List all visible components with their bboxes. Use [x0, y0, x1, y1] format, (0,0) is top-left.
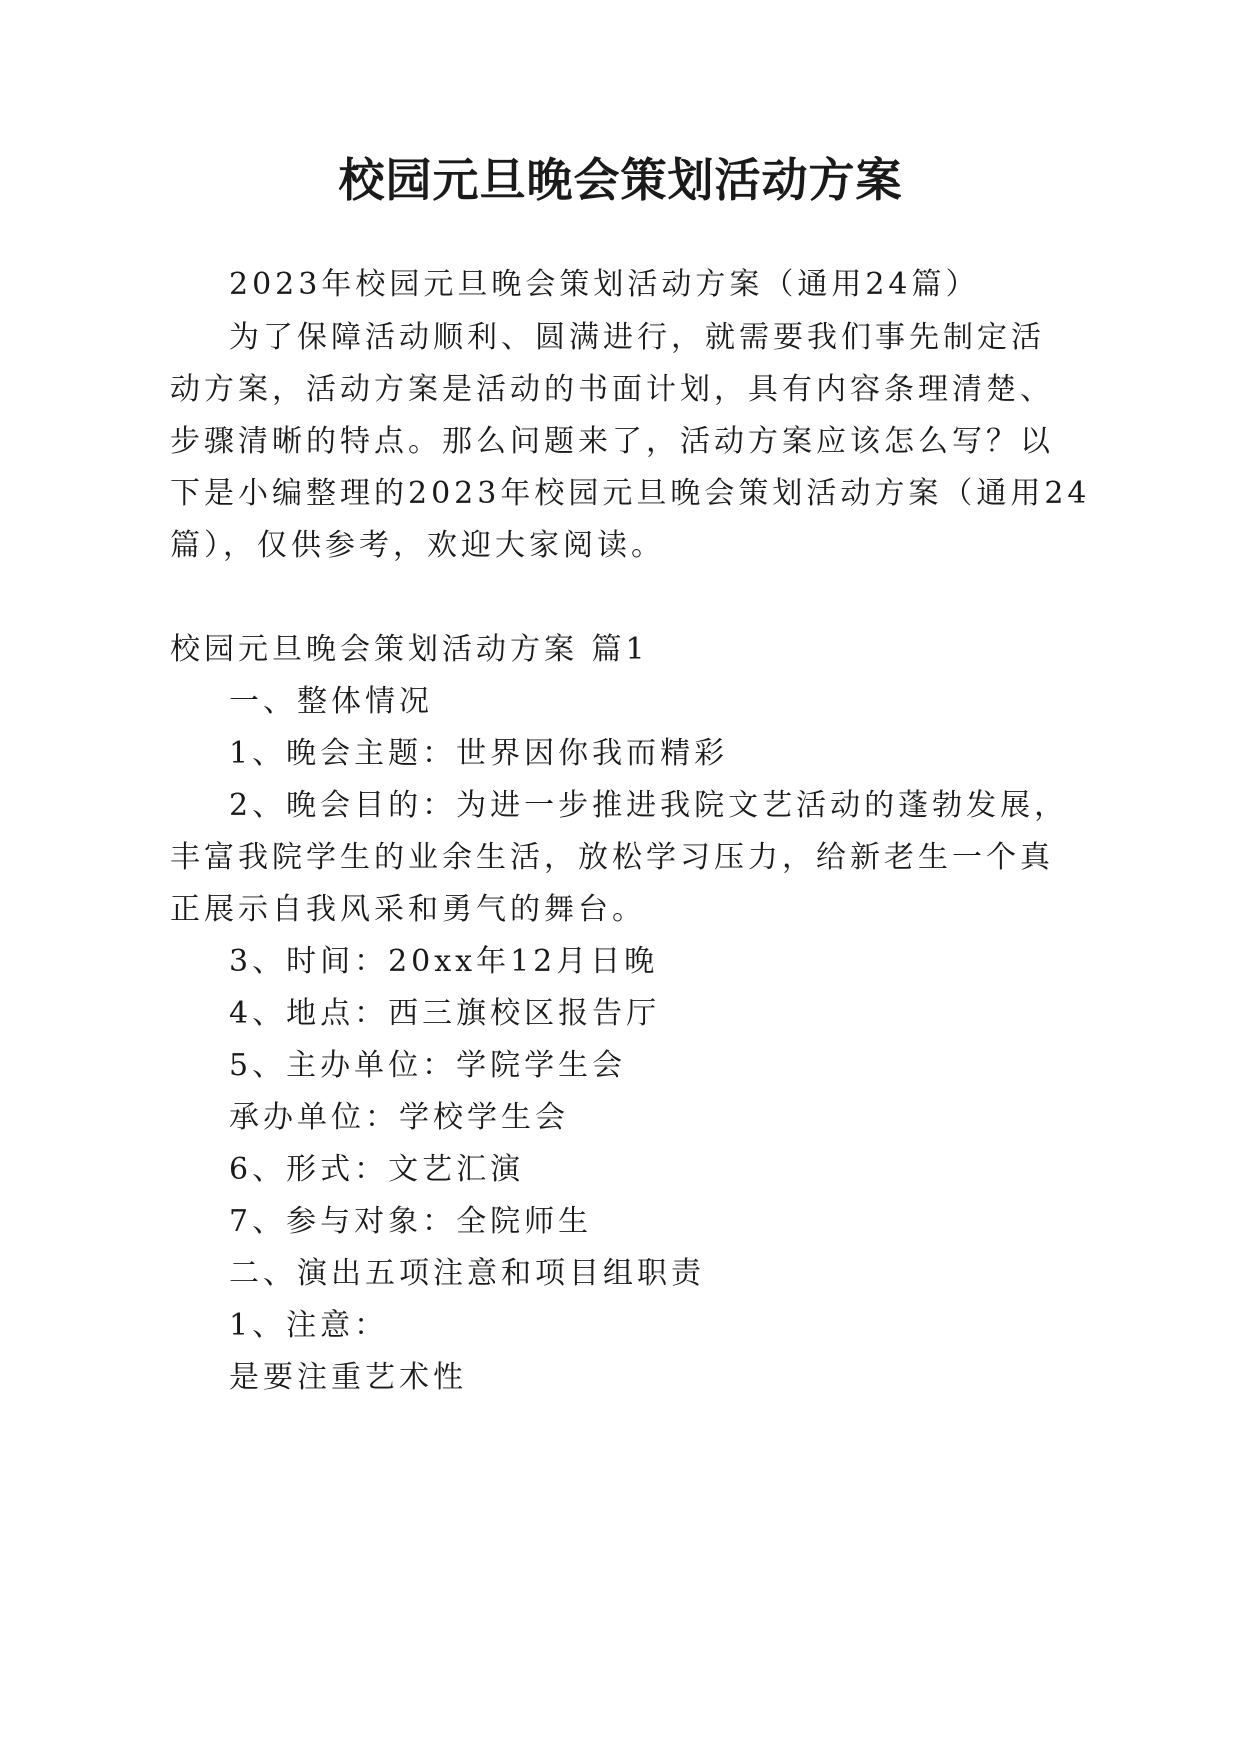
document-title: 校园元旦晚会策划活动方案: [338, 153, 903, 207]
intro-line: 篇），仅供参考，欢迎大家阅读。: [170, 528, 665, 563]
intro-line: 下是小编整理的2023年校园元旦晚会策划活动方案（通用24: [170, 476, 1091, 511]
purpose-line: 丰富我院学生的业余生活，放松学习压力，给新老生一个真: [170, 840, 1054, 875]
document-subtitle: 2023年校园元旦晚会策划活动方案（通用24篇）: [229, 267, 980, 302]
intro-line: 为了保障活动顺利、圆满进行，就需要我们事先制定活: [229, 320, 1045, 355]
purpose-line: 2、晚会目的：为进一步推进我院文艺活动的蓬勃发展，: [229, 788, 1069, 823]
co-organizer-item: 承办单位：学校学生会: [229, 1100, 569, 1135]
notice-heading: 1、注意：: [229, 1308, 389, 1343]
intro-line: 步骤清晰的特点。那么问题来了，活动方案应该怎么写？以: [170, 424, 1054, 459]
organizer-item: 5、主办单位：学院学生会: [229, 1048, 627, 1083]
place-item: 4、地点：西三旗校区报告厅: [229, 996, 661, 1031]
notice-item: 是要注重艺术性: [229, 1360, 467, 1395]
purpose-line: 正展示自我风采和勇气的舞台。: [170, 892, 646, 927]
form-item: 6、形式：文艺汇演: [229, 1152, 525, 1187]
overview-heading: 一、整体情况: [229, 684, 433, 719]
theme-item: 1、晚会主题：世界因你我而精彩: [229, 736, 729, 771]
participants-item: 7、参与对象：全院师生: [229, 1204, 593, 1239]
intro-line: 动方案，活动方案是活动的书面计划，具有内容条理清楚、: [170, 372, 1054, 407]
section-heading: 校园元旦晚会策划活动方案 篇1: [170, 632, 649, 667]
responsibilities-heading: 二、演出五项注意和项目组职责: [229, 1256, 705, 1291]
time-item: 3、时间：20xx年12月日晚: [229, 944, 659, 979]
